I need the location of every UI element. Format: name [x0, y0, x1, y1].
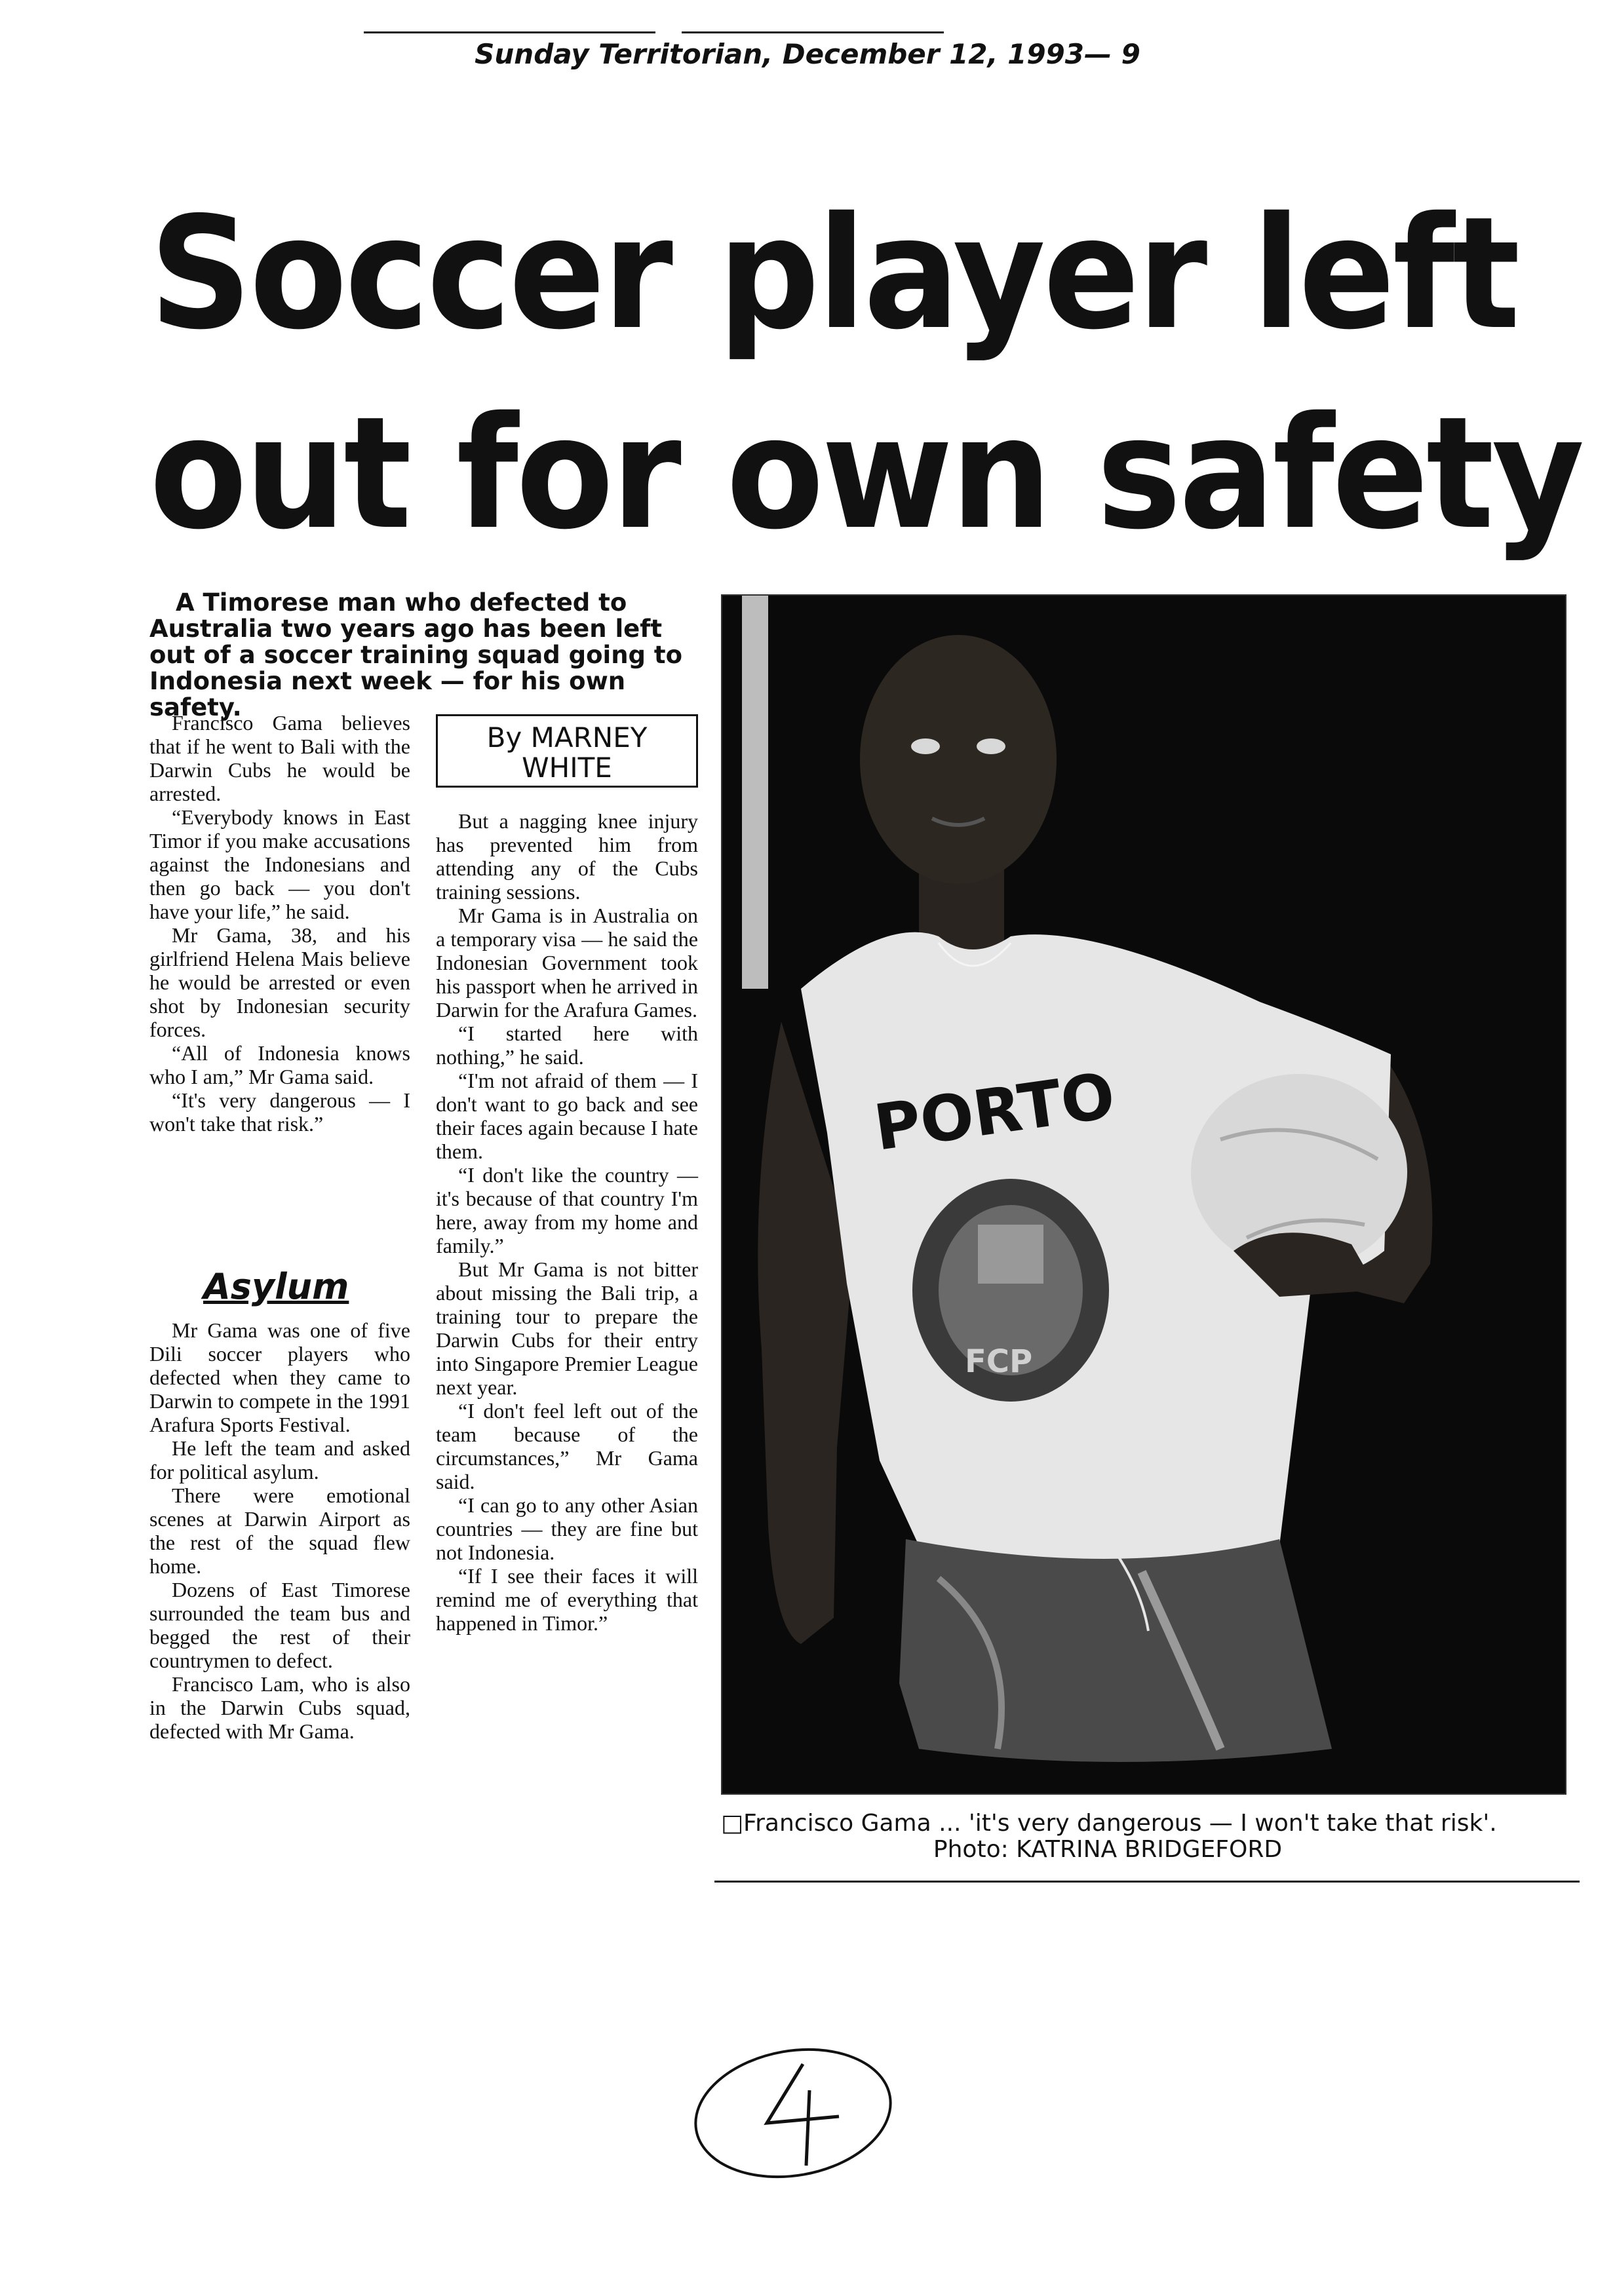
paragraph: Francisco Gama believes that if he went to Bali with the Darwin Cubs he would be arrested.: [149, 711, 410, 805]
paragraph: “I'm not afraid of them — I don't want to go back and see their faces again because I hate them.: [436, 1069, 698, 1163]
paragraph: “I can go to any other Asian countries — they are fine but not Indonesia.: [436, 1493, 698, 1564]
byline-line-1: By MARNEY: [486, 721, 648, 754]
paragraph: Francisco Lam, who is also in the Darwin Cubs squad, defected with Mr Gama.: [149, 1672, 410, 1743]
photo-illustration: [722, 596, 1566, 1795]
top-rule-right: [682, 31, 944, 33]
headline-line-1: Soccer player left: [149, 183, 1518, 364]
paragraph: But Mr Gama is not bitter about missing the Bali trip, a training tour to prepare the Darwin Cubs for their entry into Singapore Premier League next year.: [436, 1257, 698, 1399]
paragraph: “I started here with nothing,” he said.: [436, 1022, 698, 1069]
paragraph: There were emotional scenes at Darwin Airport as the rest of the squad flew home.: [149, 1483, 410, 1578]
article-column-1b: [149, 1318, 410, 1743]
crest-text: FCP: [965, 1343, 1033, 1380]
paragraph: Mr Gama, 38, and his girlfriend Helena Mais believe he would be arrested or even shot by Indonesian security forces.: [149, 923, 410, 1041]
article-column-1: [149, 711, 410, 1136]
handwritten-page-number-4: [675, 2025, 911, 2195]
caption-line-1: □Francisco Gama ... 'it's very dangerous — I won't take that risk'.: [721, 1810, 1497, 1837]
bottom-rule: [714, 1881, 1580, 1883]
paragraph: “I don't feel left out of the team because of the circumstances,” Mr Gama said.: [436, 1399, 698, 1493]
photo-francisco-gama: [721, 594, 1566, 1795]
photo-caption: [721, 1810, 1573, 1863]
article-column-2: [436, 809, 698, 1635]
paragraph: “It's very dangerous — I won't take that risk.”: [149, 1088, 410, 1136]
standfirst: A Timorese man who defected to Australia two years ago has been left out of a soccer training squad going to Indonesia next week — for his own safety.: [149, 588, 683, 721]
paragraph: “If I see their faces it will remind me of everything that happened in Timor.”: [436, 1564, 698, 1635]
paragraph: “Everybody knows in East Timor if you make accusations against the Indonesians and then go back — you don't have your life,” he said.: [149, 805, 410, 923]
paragraph: “I don't like the country — it's because of that country I'm here, away from my home and family.”: [436, 1163, 698, 1257]
byline: [436, 714, 698, 788]
headline-line-2: out for own safety: [149, 383, 1582, 564]
paragraph: Dozens of East Timorese surrounded the team bus and begged the rest of their countrymen to defect.: [149, 1578, 410, 1672]
photo-credit: Photo: KATRINA BRIDGEFORD: [933, 1836, 1283, 1863]
top-rule-left: [364, 31, 655, 33]
subhead-asylum: Asylum: [203, 1266, 349, 1307]
paragraph: He left the team and asked for political asylum.: [149, 1436, 410, 1483]
paragraph: Mr Gama is in Australia on a temporary visa — he said the Indonesian Government took his passport when he arrived in Darwin for the Arafura Games.: [436, 904, 698, 1022]
paragraph: Mr Gama was one of five Dili soccer players who defected when they came to Darwin to compete in the 1991 Arafura Sports Festival.: [149, 1318, 410, 1436]
paragraph: But a nagging knee injury has prevented him from attending any of the Cubs training sessions.: [436, 809, 698, 904]
masthead: Sunday Territorian, December 12, 1993— 9: [475, 38, 1140, 70]
paragraph: “All of Indonesia knows who I am,” Mr Gama said.: [149, 1041, 410, 1088]
shirt-text: PORTO: [870, 1058, 1119, 1165]
byline-line-2: WHITE: [522, 752, 612, 784]
